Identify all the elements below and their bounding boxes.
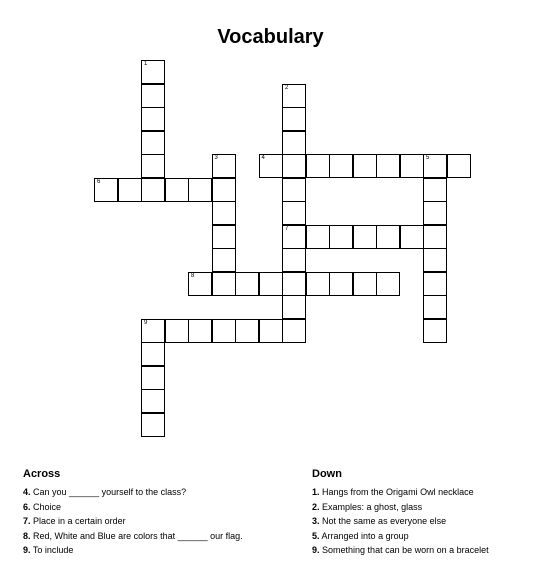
crossword-cell[interactable] <box>282 272 306 296</box>
crossword-cell[interactable] <box>141 60 165 84</box>
crossword-cell[interactable] <box>423 225 447 249</box>
crossword-cell[interactable] <box>423 154 447 178</box>
crossword-cell[interactable] <box>282 107 306 131</box>
clue-number: 8 <box>191 272 195 279</box>
crossword-cell[interactable] <box>259 272 283 296</box>
crossword-cell[interactable] <box>423 272 447 296</box>
down-clue: 1. Hangs from the Origami Owl necklace <box>312 487 474 497</box>
across-clue: 8. Red, White and Blue are colors that ______ our flag. <box>23 530 243 541</box>
crossword-cell[interactable] <box>188 178 212 202</box>
crossword-cell[interactable] <box>188 272 212 296</box>
crossword-cell[interactable] <box>212 248 236 272</box>
crossword-cell[interactable] <box>141 389 165 413</box>
down-clue: 2. Examples: a ghost, glass <box>312 501 423 512</box>
crossword-cell[interactable] <box>141 131 165 155</box>
crossword-cell[interactable] <box>141 178 165 202</box>
crossword-cell[interactable] <box>141 413 165 437</box>
crossword-cell[interactable] <box>282 84 306 108</box>
clue-number: 9 <box>144 319 148 326</box>
crossword-cell[interactable] <box>212 178 236 202</box>
crossword-cell[interactable] <box>282 131 306 155</box>
crossword-cell[interactable] <box>376 272 400 296</box>
crossword-cell[interactable] <box>212 319 236 343</box>
across-clue: 6. Choice <box>23 501 62 512</box>
crossword-cell[interactable] <box>376 225 400 249</box>
crossword-cell[interactable] <box>212 201 236 225</box>
crossword-cell[interactable] <box>259 154 283 178</box>
crossword-cell[interactable] <box>282 225 306 249</box>
crossword-cell[interactable] <box>188 319 212 343</box>
crossword-cell[interactable] <box>423 248 447 272</box>
crossword-cell[interactable] <box>353 225 377 249</box>
crossword-cell[interactable] <box>212 154 236 178</box>
crossword-cell[interactable] <box>329 272 353 296</box>
down-clue: 9. Something that can be worn on a bracelet <box>312 545 489 555</box>
crossword-cell[interactable] <box>118 178 142 202</box>
crossword-cell[interactable] <box>235 319 259 343</box>
crossword-cell[interactable] <box>282 295 306 319</box>
crossword-cell[interactable] <box>212 225 236 249</box>
across-clue: 7. Place in a certain order <box>23 516 126 526</box>
crossword-cell[interactable] <box>165 319 189 343</box>
crossword-cell[interactable] <box>282 248 306 272</box>
crossword-cell[interactable] <box>423 178 447 202</box>
clue-number: 5 <box>426 155 430 161</box>
crossword-cell[interactable] <box>141 154 165 178</box>
down-clue: 3. Not the same as everyone else <box>312 516 447 526</box>
crossword-cell[interactable] <box>423 295 447 319</box>
clue-number: 4 <box>261 155 265 161</box>
crossword-cell[interactable] <box>329 154 353 178</box>
down-clues <box>312 468 489 558</box>
crossword-cell[interactable] <box>141 84 165 108</box>
down-clue: 5. Arranged into a group <box>312 530 409 541</box>
crossword-cell[interactable] <box>282 201 306 225</box>
clue-number: 7 <box>285 225 289 232</box>
page-title: Vocabulary <box>217 26 324 48</box>
crossword-cell[interactable] <box>235 272 259 296</box>
crossword-cell[interactable] <box>329 225 353 249</box>
clue-number: 1 <box>144 61 148 67</box>
across-clue: 9. To include <box>23 545 74 555</box>
clue-number: 6 <box>97 178 101 185</box>
across-clues <box>23 468 243 558</box>
crossword-cell[interactable] <box>400 225 424 249</box>
crossword-cell[interactable] <box>94 178 118 202</box>
clue-number: 2 <box>285 84 289 91</box>
crossword-cell[interactable] <box>212 272 236 296</box>
clue-number: 3 <box>214 155 218 161</box>
crossword-cell[interactable] <box>282 319 306 343</box>
across-heading: Across <box>23 468 61 480</box>
clues-panel <box>0 468 541 566</box>
crossword-cell[interactable] <box>306 272 330 296</box>
crossword-cell[interactable] <box>376 154 400 178</box>
crossword-cell[interactable] <box>141 366 165 390</box>
across-clue: 4. Can you ______ yourself to the class? <box>23 487 187 497</box>
crossword-cell[interactable] <box>423 319 447 343</box>
crossword-cell[interactable] <box>141 342 165 366</box>
crossword-cell[interactable] <box>141 107 165 131</box>
crossword-cell[interactable] <box>447 154 471 178</box>
crossword-cell[interactable] <box>306 154 330 178</box>
down-heading: Down <box>312 468 342 480</box>
crossword-cell[interactable] <box>423 201 447 225</box>
crossword-cell[interactable] <box>165 178 189 202</box>
crossword-cell[interactable] <box>353 272 377 296</box>
crossword-cell[interactable] <box>282 154 306 178</box>
crossword-cell[interactable] <box>282 178 306 202</box>
crossword-cell[interactable] <box>141 319 165 343</box>
crossword-cell[interactable] <box>400 154 424 178</box>
crossword-cell[interactable] <box>306 225 330 249</box>
crossword-cell[interactable] <box>259 319 283 343</box>
crossword-cell[interactable] <box>353 154 377 178</box>
